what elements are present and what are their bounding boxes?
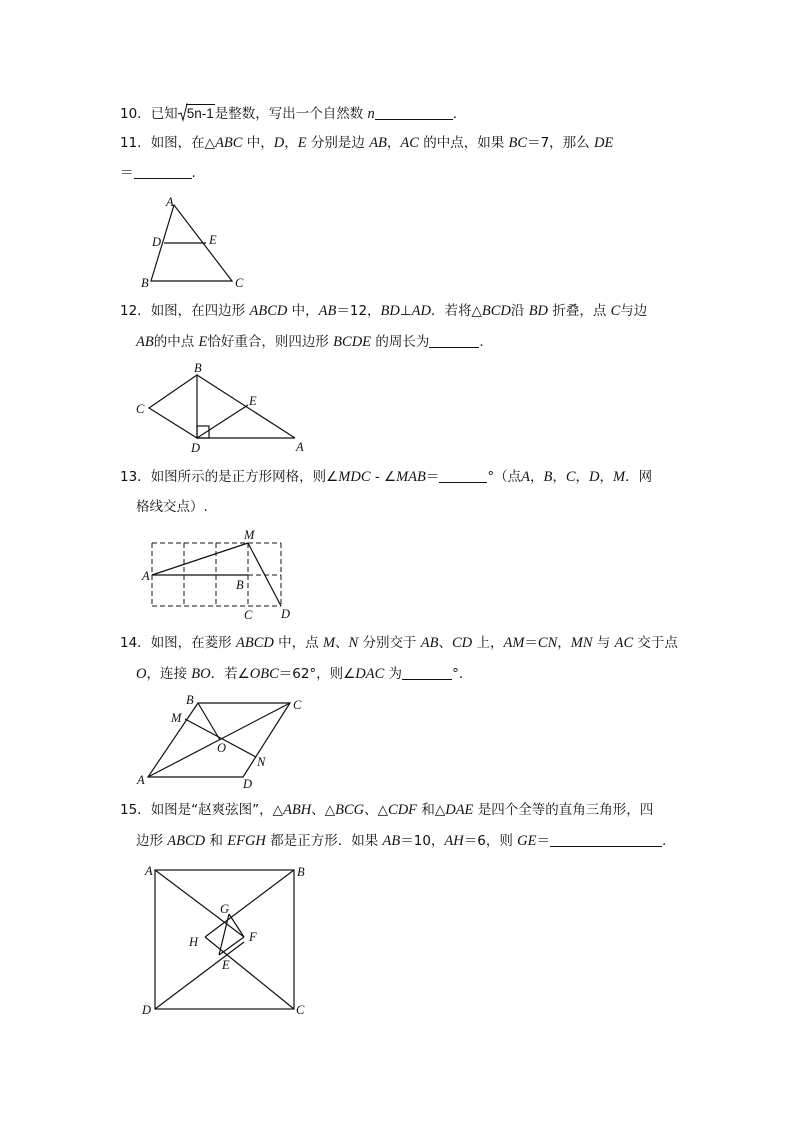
math-var: AB <box>382 833 401 849</box>
text: 和 <box>205 833 228 849</box>
math-var: ABC <box>215 135 243 151</box>
math-var: DAE <box>445 802 474 818</box>
text: . <box>191 165 196 181</box>
text: 如图所示的是正方形网格，则∠ <box>150 469 339 485</box>
text: 格线交点）. <box>136 499 208 515</box>
math-var: BCG <box>335 802 365 818</box>
text: 沿 <box>510 303 529 319</box>
text: ， <box>557 635 571 651</box>
math-var: BD <box>528 303 549 319</box>
label-b: B <box>297 865 305 879</box>
label-e: E <box>249 394 257 408</box>
text: ．若将△ <box>431 303 482 319</box>
text: 中， <box>287 303 319 319</box>
text: ⊥ <box>399 303 412 319</box>
text: 交于点 <box>633 635 678 651</box>
text: ， <box>599 469 614 485</box>
segment-bh <box>205 870 294 937</box>
math-var: OBC <box>249 666 279 682</box>
text: ， <box>552 469 566 485</box>
text: 如图，在菱形 <box>150 635 236 651</box>
label-d: D <box>281 607 291 621</box>
text: 已知 <box>150 106 178 122</box>
label-o: O <box>217 741 227 755</box>
text: - ∠ <box>370 469 397 485</box>
text: 如图是“赵爽弦图”，△ <box>150 802 284 818</box>
text: 的中点，如果 <box>418 135 509 151</box>
text: ° <box>487 469 495 485</box>
math-var: BO <box>191 666 211 682</box>
text: 都是正方形．如果 <box>265 833 383 849</box>
segment-ch-path <box>205 937 294 1009</box>
math-var: GE <box>517 833 537 849</box>
math-var: AD <box>411 303 431 319</box>
text: ＝62°，则∠ <box>278 666 356 682</box>
text: ＝ <box>536 833 550 849</box>
text: 与 <box>592 635 615 651</box>
label-b: B <box>186 693 194 707</box>
question-number: 13． <box>120 469 151 485</box>
text: ， <box>284 135 298 151</box>
label-a: A <box>145 864 153 878</box>
text: ， <box>575 469 590 485</box>
text: 、 <box>335 635 349 651</box>
math-var: C <box>565 469 576 485</box>
text: . <box>662 833 667 849</box>
label-m: M <box>171 711 182 725</box>
text: ．若∠ <box>210 666 250 682</box>
math-var: M <box>613 469 626 485</box>
label-a: A <box>137 773 145 787</box>
text: 、 <box>438 635 453 651</box>
variable-n: n <box>367 106 375 122</box>
label-c: C <box>136 402 145 416</box>
label-m: M <box>244 528 255 542</box>
label-e: E <box>209 233 217 247</box>
text: ＝ <box>425 469 440 485</box>
text: ＝12， <box>336 303 381 319</box>
math-var: MDC <box>338 469 371 485</box>
text: . <box>479 334 484 350</box>
label-n: N <box>257 755 266 769</box>
question-number: 12． <box>120 303 151 319</box>
text: ．网 <box>625 469 653 485</box>
math-var: BC <box>508 135 528 151</box>
math-var: M <box>322 635 336 651</box>
question-number: 14． <box>120 635 151 651</box>
radicand: 5n-1 <box>186 106 214 121</box>
math-var: BCD <box>481 303 511 319</box>
math-var: BD <box>380 303 400 319</box>
math-var: MAB <box>396 469 426 485</box>
math-var: BCDE <box>333 334 372 350</box>
text: ＝7，那么 <box>527 135 594 151</box>
text: 中， <box>242 135 274 151</box>
label-a: A <box>142 569 150 583</box>
question-number: 11． <box>120 135 151 151</box>
text: 折叠，点 <box>548 303 611 319</box>
text: 为 <box>384 666 403 682</box>
math-var: E <box>297 135 307 151</box>
math-var: B <box>543 469 553 485</box>
math-var: MN <box>570 635 593 651</box>
math-var: E <box>198 334 208 350</box>
label-d: D <box>152 235 162 249</box>
question-number: 15． <box>120 802 151 818</box>
label-a: A <box>296 440 304 454</box>
text: 、△ <box>364 802 389 818</box>
math-var: ABCD <box>167 833 206 849</box>
text: . <box>452 106 458 122</box>
text: 和△ <box>417 802 446 818</box>
text: （点 <box>494 469 522 485</box>
text: 如图，在△ <box>150 135 216 151</box>
label-f: F <box>249 930 257 944</box>
math-var: AC <box>400 135 419 151</box>
text: ． <box>458 666 473 682</box>
text: ＝ <box>524 635 538 651</box>
segment-ag <box>155 870 244 937</box>
text: ＝10， <box>400 833 445 849</box>
text: 边形 <box>136 833 168 849</box>
math-var: AC <box>614 635 634 651</box>
text: 上， <box>472 635 504 651</box>
text: ° <box>452 666 459 682</box>
text: 是四个全等的直角三角形，四 <box>473 802 654 818</box>
math-var: CN <box>537 635 558 651</box>
text: ，连接 <box>146 666 192 682</box>
label-c: C <box>235 276 244 290</box>
label-d: D <box>191 441 201 455</box>
text: 、△ <box>311 802 336 818</box>
math-var: DAC <box>355 666 385 682</box>
label-d: D <box>243 777 253 791</box>
label-g: G <box>220 902 230 916</box>
math-var: AB <box>369 135 387 151</box>
text: ＝6，则 <box>463 833 518 849</box>
text: ＝ <box>120 165 134 181</box>
square-abcd <box>155 870 294 1009</box>
math-var: D <box>589 469 600 485</box>
math-var: C <box>610 303 621 319</box>
math-var: EFGH <box>227 833 266 849</box>
math-var: AB <box>420 635 439 651</box>
label-c: C <box>244 608 253 622</box>
label-b: B <box>236 578 244 592</box>
math-var: AH <box>444 833 464 849</box>
text: 是整数，写出一个自然数 <box>214 106 364 122</box>
label-c: C <box>293 698 302 712</box>
math-var: ABCD <box>235 635 274 651</box>
math-var: AB <box>318 303 337 319</box>
text: 如图，在四边形 <box>150 303 250 319</box>
math-var: N <box>348 635 359 651</box>
label-d: D <box>142 1003 152 1017</box>
math-var: ABCD <box>249 303 288 319</box>
text: ， <box>386 135 401 151</box>
text: ， <box>530 469 544 485</box>
math-var: CDF <box>388 802 418 818</box>
math-var: DE <box>593 135 614 151</box>
text: 的周长为 <box>371 334 430 350</box>
text: 的中点 <box>153 334 199 350</box>
label-b: B <box>194 361 202 375</box>
label-h: H <box>189 935 199 949</box>
text: 分别交于 <box>358 635 421 651</box>
math-var: CD <box>452 635 473 651</box>
question-number: 10． <box>120 106 151 122</box>
math-var: D <box>273 135 285 151</box>
text: 中，点 <box>273 635 323 651</box>
segment-df <box>155 942 244 1009</box>
text: 分别是边 <box>306 135 370 151</box>
math-var: AM <box>503 635 525 651</box>
math-var: A <box>521 469 530 485</box>
math-var: AB <box>136 334 154 350</box>
text: 恰好重合，则四边形 <box>207 334 334 350</box>
label-e: E <box>222 958 230 972</box>
math-var: O <box>136 666 147 682</box>
label-b: B <box>141 276 149 290</box>
label-a: A <box>166 195 174 209</box>
label-c: C <box>296 1003 305 1017</box>
math-var: ABH <box>283 802 312 818</box>
segment-gf <box>229 914 244 937</box>
text: 与边 <box>620 303 648 319</box>
